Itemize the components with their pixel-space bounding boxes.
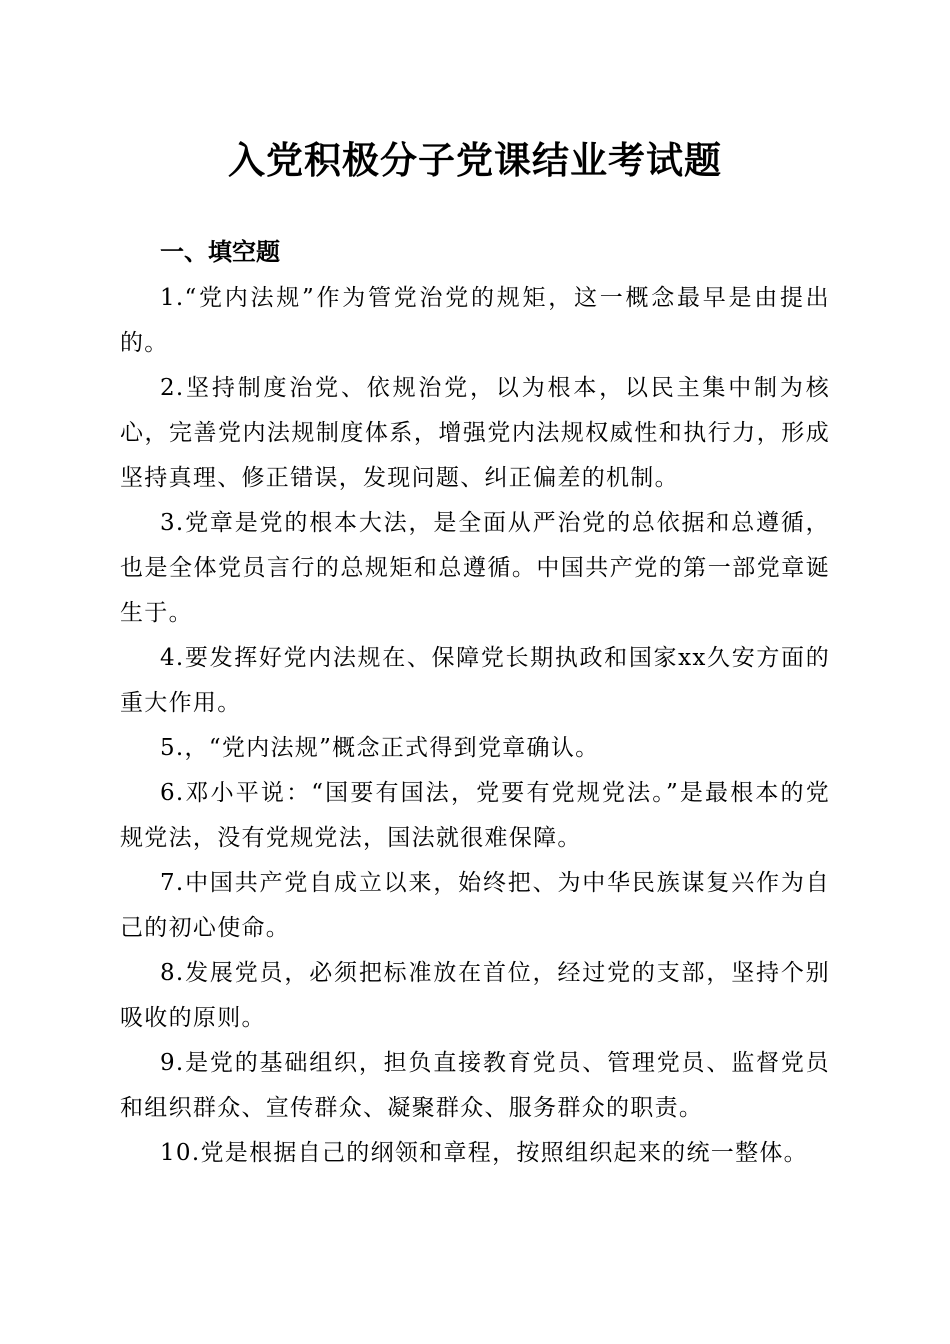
question-item: 9.是党的基础组织，担负直接教育党员、管理党员、监督党员和组织群众、宣传群众、凝聚群众、服务群众的职责。 (120, 1050, 830, 1121)
document-title: 入党积极分子党课结业考试题 (228, 139, 722, 182)
question-item: 1.“党内法规”作为管党治党的规矩，这一概念最早是由提出的。 (120, 285, 830, 356)
question-item: 10.党是根据自己的纲领和章程，按照组织起来的统一整体。 (160, 1140, 808, 1166)
question-item: 2.坚持制度治党、依规治党，以为根本，以民主集中制为核心，完善党内法规制度体系，增强党内法规权威性和执行力，形成坚持真理、修正错误，发现问题、纠正偏差的机制。 (120, 375, 830, 491)
question-item: 3.党章是党的根本大法，是全面从严治党的总依据和总遵循，也是全体党员言行的总规矩和总遵循。中国共产党的第一部党章诞生于。 (120, 510, 830, 626)
question-item: 4.要发挥好党内法规在、保障党长期执政和国家xx久安方面的重大作用。 (120, 645, 830, 716)
question-item: 5.，“党内法规”概念正式得到党章确认。 (160, 735, 600, 761)
question-list (120, 276, 830, 1176)
section-heading: 一、填空题 (160, 238, 280, 266)
question-item: 8.发展党员，必须把标准放在首位，经过党的支部，坚持个别吸收的原则。 (120, 960, 830, 1031)
question-item: 6.邓小平说：“国要有国法，党要有党规党法。”是最根本的党规党法，没有党规党法，国法就很难保障。 (120, 780, 830, 851)
question-item: 7.中国共产党自成立以来，始终把、为中华民族谋复兴作为自己的初心使命。 (120, 870, 830, 941)
